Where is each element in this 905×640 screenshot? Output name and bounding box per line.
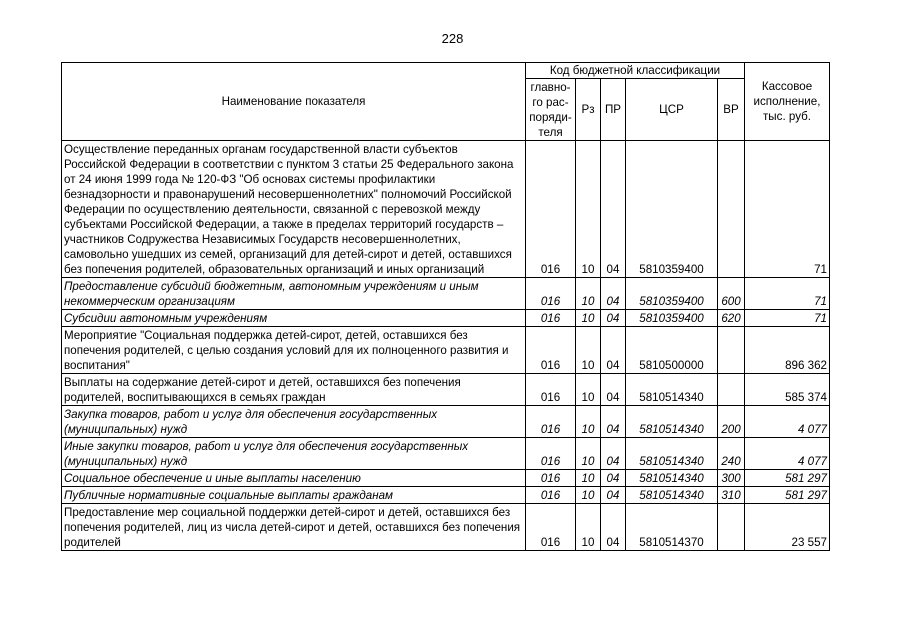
row-amount: 896 362	[745, 327, 830, 374]
row-vr	[718, 504, 745, 551]
row-name: Социальное обеспечение и иные выплаты населению	[62, 470, 526, 487]
row-vr: 240	[718, 438, 745, 470]
row-vr	[718, 374, 745, 406]
header-amount: Кассовое исполнение, тыс. руб.	[745, 63, 830, 141]
header-rz: Рз	[576, 79, 601, 141]
row-vr: 600	[718, 278, 745, 310]
row-glav: 016	[526, 504, 576, 551]
row-pr: 04	[601, 470, 626, 487]
row-glav: 016	[526, 438, 576, 470]
header-name: Наименование показателя	[62, 63, 526, 141]
header-vr: ВР	[718, 79, 745, 141]
row-vr: 200	[718, 406, 745, 438]
row-rz: 10	[576, 406, 601, 438]
row-pr: 04	[601, 438, 626, 470]
row-name: Предоставление субсидий бюджетным, автономным учреждениям и иным некоммерческим организациям	[62, 278, 526, 310]
table-row	[62, 504, 830, 551]
row-pr: 04	[601, 278, 626, 310]
header-pr: ПР	[601, 79, 626, 141]
row-glav: 016	[526, 327, 576, 374]
table-row	[62, 310, 830, 327]
row-vr: 620	[718, 310, 745, 327]
row-csr: 5810514340	[626, 438, 718, 470]
row-pr: 04	[601, 406, 626, 438]
row-amount: 585 374	[745, 374, 830, 406]
row-csr: 5810514340	[626, 406, 718, 438]
row-amount: 71	[745, 141, 830, 278]
page-number: 228	[441, 31, 464, 46]
row-glav: 016	[526, 470, 576, 487]
table-row	[62, 438, 830, 470]
row-rz: 10	[576, 327, 601, 374]
row-amount: 71	[745, 310, 830, 327]
budget-table	[61, 62, 830, 551]
row-rz: 10	[576, 487, 601, 504]
row-rz: 10	[576, 310, 601, 327]
header-glav: главно-го рас-поряди-теля	[526, 79, 576, 141]
table-row	[62, 470, 830, 487]
table-row	[62, 374, 830, 406]
row-amount: 23 557	[745, 504, 830, 551]
row-pr: 04	[601, 487, 626, 504]
table-row	[62, 406, 830, 438]
row-amount: 71	[745, 278, 830, 310]
row-rz: 10	[576, 470, 601, 487]
row-name: Иные закупки товаров, работ и услуг для обеспечения государственных (муниципальных) нужд	[62, 438, 526, 470]
row-vr: 300	[718, 470, 745, 487]
row-glav: 016	[526, 141, 576, 278]
row-pr: 04	[601, 504, 626, 551]
row-vr: 310	[718, 487, 745, 504]
row-csr: 5810359400	[626, 278, 718, 310]
row-rz: 10	[576, 438, 601, 470]
row-amount: 4 077	[745, 406, 830, 438]
row-pr: 04	[601, 310, 626, 327]
row-csr: 5810359400	[626, 141, 718, 278]
row-csr: 5810500000	[626, 327, 718, 374]
row-glav: 016	[526, 487, 576, 504]
row-name: Субсидии автономным учреждениям	[62, 310, 526, 327]
row-rz: 10	[576, 504, 601, 551]
row-name: Мероприятие "Социальная поддержка детей-сирот, детей, оставшихся без попечения родителей, с целью создания условий для их полноценного развития и воспитания"	[62, 327, 526, 374]
row-name: Публичные нормативные социальные выплаты гражданам	[62, 487, 526, 504]
row-rz: 10	[576, 278, 601, 310]
row-csr: 5810359400	[626, 310, 718, 327]
row-amount: 4 077	[745, 438, 830, 470]
row-name: Выплаты на содержание детей-сирот и детей, оставшихся без попечения родителей, воспитывающихся в семьях граждан	[62, 374, 526, 406]
row-rz: 10	[576, 374, 601, 406]
header-classification-group: Код бюджетной классификации	[526, 63, 745, 79]
row-amount: 581 297	[745, 470, 830, 487]
row-name: Закупка товаров, работ и услуг для обеспечения государственных (муниципальных) нужд	[62, 406, 526, 438]
table-row	[62, 278, 830, 310]
row-glav: 016	[526, 374, 576, 406]
row-vr	[718, 327, 745, 374]
row-csr: 5810514370	[626, 504, 718, 551]
row-rz: 10	[576, 141, 601, 278]
row-csr: 5810514340	[626, 470, 718, 487]
row-name: Осуществление переданных органам государственной власти субъектов Российской Федерации в соответствии с пунктом 3 статьи 25 Федерального закона от 24 июня 1999 года № 120-ФЗ "Об основах системы профилактики безнадзорности и правонарушений несовершеннолетних" полномочий Российской Федерации по осуществлению деятельности, связанной с перевозкой между субъектами Российской Федерации, а также в пределах территорий государств – участников Содружества Независимых Государств несовершеннолетних, самовольно ушедших из семей, организаций для детей-сирот и детей, оставшихся без попечения родителей, образовательных организаций и иных организаций	[62, 141, 526, 278]
row-amount: 581 297	[745, 487, 830, 504]
table-row	[62, 487, 830, 504]
table-row	[62, 327, 830, 374]
row-vr	[718, 141, 745, 278]
table-row	[62, 141, 830, 278]
row-pr: 04	[601, 327, 626, 374]
row-name: Предоставление мер социальной поддержки детей-сирот и детей, оставшихся без попечения родителей, лиц из числа детей-сирот и детей, оставшихся без попечения родителей	[62, 504, 526, 551]
row-glav: 016	[526, 278, 576, 310]
row-glav: 016	[526, 310, 576, 327]
row-pr: 04	[601, 141, 626, 278]
row-glav: 016	[526, 406, 576, 438]
header-csr: ЦСР	[626, 79, 718, 141]
row-csr: 5810514340	[626, 374, 718, 406]
row-pr: 04	[601, 374, 626, 406]
row-csr: 5810514340	[626, 487, 718, 504]
